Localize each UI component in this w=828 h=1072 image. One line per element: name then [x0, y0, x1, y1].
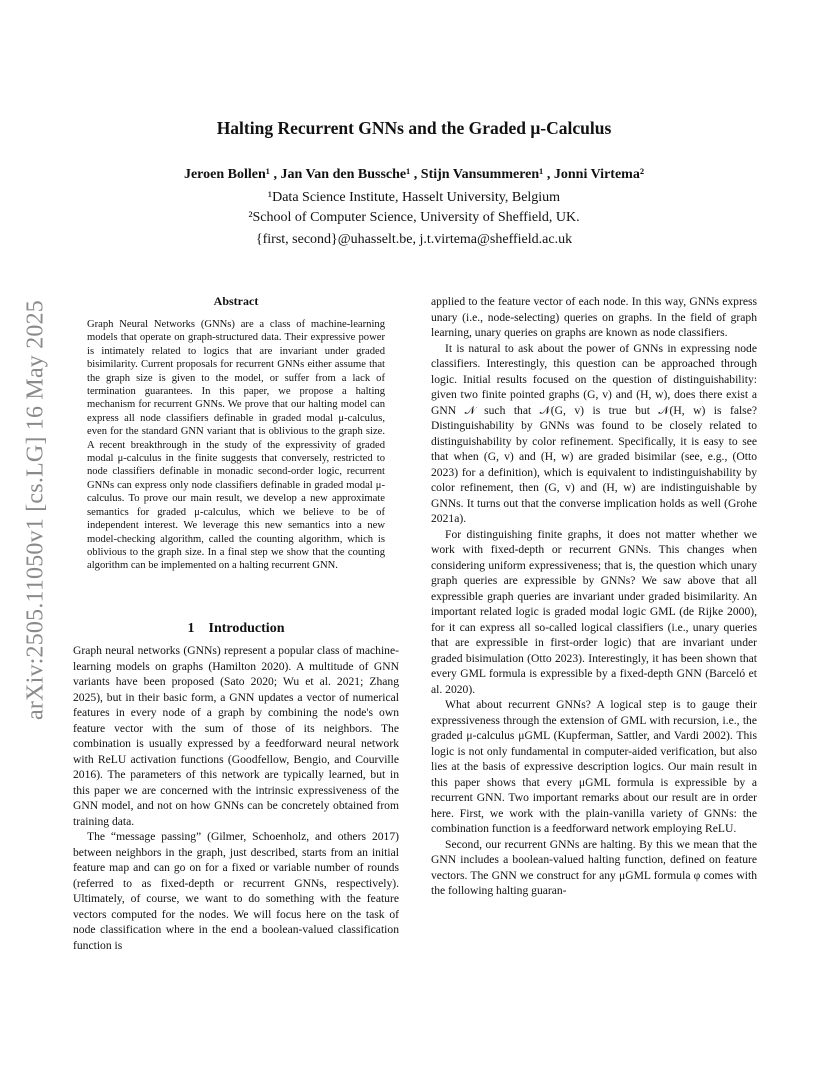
- arxiv-identifier: arXiv:2505.11050v1 [cs.LG] 16 May 2025: [22, 300, 49, 720]
- section-title: Introduction: [208, 621, 285, 636]
- paragraph: The “message passing” (Gilmer, Schoenholz, and others 2017) between neighbors in the graph, just described, starts from an initial feature map and can go on for a fixed or variable number of rounds (referred to as fixed-depth or recurrent GNNs, respectively). Ultimately, of course, we want to do something with the feature vectors computed for the nodes. We will focus here on the task of node classification where in the end a boolean-valued classification function is: [73, 830, 399, 952]
- arxiv-sidebar: [14, 300, 58, 720]
- author-emails: {first, second}@uhasselt.be, j.t.virtema@sheffield.ac.uk: [255, 232, 573, 247]
- paragraph: It is natural to ask about the power of GNNs in expressing node classifiers. Interestingly, this question can be approached through logic. Initial results focused on the question of distinguishability: given two finite pointed graphs (G, v) and (H, w), does there exist a GNN 𝒩 such that 𝒩(G, v) is true but 𝒩(H, w) is false? Distinguishability by GNNs was found to be closely related to distinguishability by color refinement. Specifically, it is easy to see that when (G, v) and (H, w) are graded bisimilar (see, e.g., (Otto 2023) for a definition), which is equivalent to indistinguishability by color refinement, then (G, v) and (H, w) are indistinguishable by GNNs. It turns out that the converse implication holds as well (Grohe 2021a).: [431, 341, 757, 525]
- section-number: 1: [187, 621, 195, 636]
- abstract-text: Graph Neural Networks (GNNs) are a class of machine-learning models that operate on graph-structured data. Their expressive power is intimately related to logics that are invariant under graded bisimilarity. Current proposals for recurrent GNNs either assume that the graph size is given to the model, or suffer from a lack of termination guarantees. In this paper, we propose a halting mechanism for recurrent GNNs. We prove that our halting model can express all node classifiers definable in graded modal μ-calculus, even for the standard GNN variant that is oblivious to the graph size. A recent breakthrough in the study of the expressivity of graded modal μ-calculus in the finite suggests that conversely, restricted to node classifiers definable in monadic second-order logic, recurrent GNNs can express only node classifiers definable in graded modal μ-calculus. To prove our main result, we develop a new approximate semantics for graded μ-calculus, which we believe to be of independent interest. We leverage this new semantics into a new model-checking algorithm, called the counting algorithm, which is oblivious to the graph size. In a final step we show that the counting algorithm can be implemented on a halting recurrent GNN.: [87, 319, 385, 572]
- affiliation-hasselt: ¹Data Science Institute, Hasselt University, Belgium: [267, 190, 561, 205]
- abstract-heading: Abstract: [213, 294, 259, 308]
- paragraph: Second, our recurrent GNNs are halting. By this we mean that the GNN includes a boolean-valued halting function, defined on feature vectors. The GNN we construct for any μGML formula φ comes with the following halting guaran-: [431, 837, 757, 897]
- paragraph: applied to the feature vector of each node. In this way, GNNs express unary (i.e., node-selecting) queries on graphs. In the field of graph learning, unary queries on graphs are known as node classifiers.: [431, 295, 757, 339]
- paragraph: What about recurrent GNNs? A logical step is to gauge their expressiveness through the extension of GML with recursion, i.e., the graded μ-calculus μGML (Kupferman, Sattler, and Vardi 2002). This logic is not only fundamental in computer-aided verification, but also lies at the basis of expressive description logics. Our main result in this paper shows that every μGML formula is expressible by a recurrent GNN. Two important remarks about our result are in order here. First, we work with the plain-vanilla variety of GNNs: the combination function is a feedforward network employing ReLU.: [431, 698, 757, 835]
- paragraph: For distinguishing finite graphs, it does not matter whether we work with fixed-depth or recurrent GNNs. This changes when considering uniform expressiveness; that is, the question which unary graph queries are expressible by GNNs? We saw above that all expressible graph queries are invariant under graded bisimilarity. An important related logic is graded modal logic GML (de Rijke 2000), for it can express all so-called logical classifiers (i.e., unary queries that are expressible in first-order logic) that are invariant under graded bisimulation (Otto 2023). Interestingly, it has been shown that every GML formula is expressible by a fixed-depth GNN (Barceló et al. 2020).: [431, 527, 757, 696]
- section-heading-introduction: [73, 621, 399, 637]
- author-list: Jeroen Bollen¹ , Jan Van den Bussche¹ , Stijn Vansummeren¹ , Jonni Virtema²: [183, 167, 645, 182]
- right-column-body: [431, 294, 757, 899]
- paper-title: Halting Recurrent GNNs and the Graded μ-Calculus: [216, 118, 612, 138]
- left-column-body: [73, 643, 399, 953]
- paragraph: Graph neural networks (GNNs) represent a popular class of machine-learning models on graphs (Hamilton 2020). A multitude of GNN variants have been proposed (Sato 2020; Wu et al. 2021; Zhang 2025), but in their basic form, a GNN updates a vector of numerical features in every node of a graph by combining the node's own feature vector with the sum of those of its neighbors. The combination is usually expressed by a feedforward neural network with ReLU activation functions (Goodfellow, Bengio, and Courville 2016). The parameters of this network are typically learned, but in this paper we are concerned with the intrinsic expressiveness of the GNN model, and not on how GNNs can be concretely obtained from training data.: [73, 644, 399, 828]
- abstract-body: [87, 318, 385, 573]
- affiliation-sheffield: ²School of Computer Science, University of Sheffield, UK.: [248, 210, 580, 225]
